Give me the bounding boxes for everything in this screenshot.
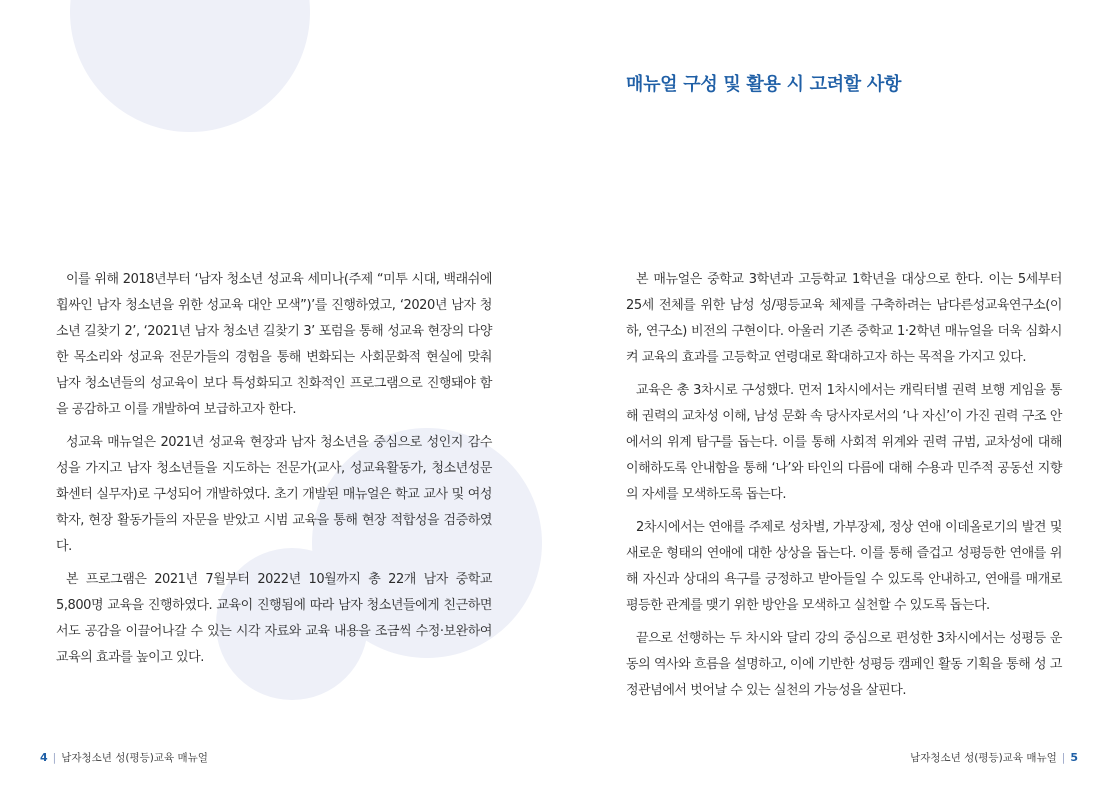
left-page-body (56, 267, 492, 678)
right-paragraph-3: 2차시에서는 연애를 주제로 성차별, 가부장제, 정상 연애 이데올로기의 발견 및 새로운 형태의 연애에 대한 상상을 돕는다. 이를 통해 즐겁고 성평등한 연애를 위해 자신과 상대의 욕구를 긍정하고 받아들일 수 있도록 안내하고, 연애를 매개로 평등한 관계를 맺기 위한 방안을 모색하고 실천할 수 있도록 돕는다. (626, 520, 1062, 613)
section-title: 매뉴얼 구성 및 활용 시 고려할 사항 (626, 74, 902, 95)
right-footer-title: 남자청소년 성(평등)교육 매뉴얼 (910, 752, 1057, 764)
left-footer-title: 남자청소년 성(평등)교육 매뉴얼 (61, 752, 208, 764)
right-paragraph-4: 끝으로 선행하는 두 차시와 달리 강의 중심으로 편성한 3차시에서는 성평등 운동의 역사와 흐름을 설명하고, 이에 기반한 성평등 캠페인 활동 기획을 통해 성 고정관념에서 벗어날 수 있는 실천의 가능성을 살핀다. (626, 631, 1062, 698)
left-paragraph-3: 본 프로그램은 2021년 7월부터 2022년 10월까지 총 22개 남자 중학교 5,800명 교육을 진행하였다. 교육이 진행됨에 따라 남자 청소년들에게 친근하면서도 공감을 이끌어나갈 수 있는 시각 자료와 교육 내용을 조금씩 수정·보완하여 교육의 효과를 높이고 있다. (56, 572, 492, 665)
footer-separator: | (1061, 752, 1066, 764)
left-page-number: 4 (40, 751, 48, 764)
footer-separator: | (52, 752, 57, 764)
right-page-footer (910, 750, 1078, 765)
left-page-footer (40, 750, 208, 765)
left-paragraph-1: 이를 위해 2018년부터 ‘남자 청소년 성교육 세미나(주제 “미투 시대, 백래쉬에 휩싸인 남자 청소년을 위한 성교육 대안 모색”)’를 진행하였고, ‘2020년 남자 청소년 길찾기 2’, ‘2021년 남자 청소년 길찾기 3’ 포럼을 통해 성교육 현장의 다양한 목소리와 성교육 전문가들의 경험을 통해 변화되는 사회문화적 현실에 맞춰 남자 청소년들의 성교육이 보다 특성화되고 친화적인 프로그램으로 진행돼야 함을 공감하고 이를 개발하여 보급하고자 한다. (56, 272, 492, 417)
right-paragraph-2: 교육은 총 3차시로 구성했다. 먼저 1차시에서는 캐릭터별 권력 보행 게임을 통해 권력의 교차성 이해, 남성 문화 속 당사자로서의 ‘나 자신’이 가진 권력 구조 안에서의 위계 탐구를 돕는다. 이를 통해 사회적 위계와 권력 규범, 교차성에 대해 이해하도록 안내함을 통해 ‘나’와 타인의 다름에 대해 수용과 민주적 공동선 지향의 자세를 모색하도록 돕는다. (626, 383, 1062, 502)
decorative-circle-top (70, 0, 310, 132)
right-page-body (626, 267, 1062, 711)
right-paragraph-1: 본 매뉴얼은 중학교 3학년과 고등학교 1학년을 대상으로 한다. 이는 5세부터 25세 전체를 위한 남성 성/평등교육 체제를 구축하려는 남다른성교육연구소(이하, 연구소) 비전의 구현이다. 아울러 기존 중학교 1·2학년 매뉴얼을 더욱 심화시켜 교육의 효과를 고등학교 연령대로 확대하고자 하는 목적을 가지고 있다. (626, 272, 1062, 365)
left-paragraph-2: 성교육 매뉴얼은 2021년 성교육 현장과 남자 청소년을 중심으로 성인지 감수성을 가지고 남자 청소년들을 지도하는 전문가(교사, 성교육활동가, 청소년성문화센터 실무자)로 구성되어 개발하였다. 초기 개발된 매뉴얼은 학교 교사 및 여성학자, 현장 활동가들의 자문을 받았고 시범 교육을 통해 현장 적합성을 검증하였다. (56, 435, 492, 554)
right-page-number: 5 (1070, 751, 1078, 764)
